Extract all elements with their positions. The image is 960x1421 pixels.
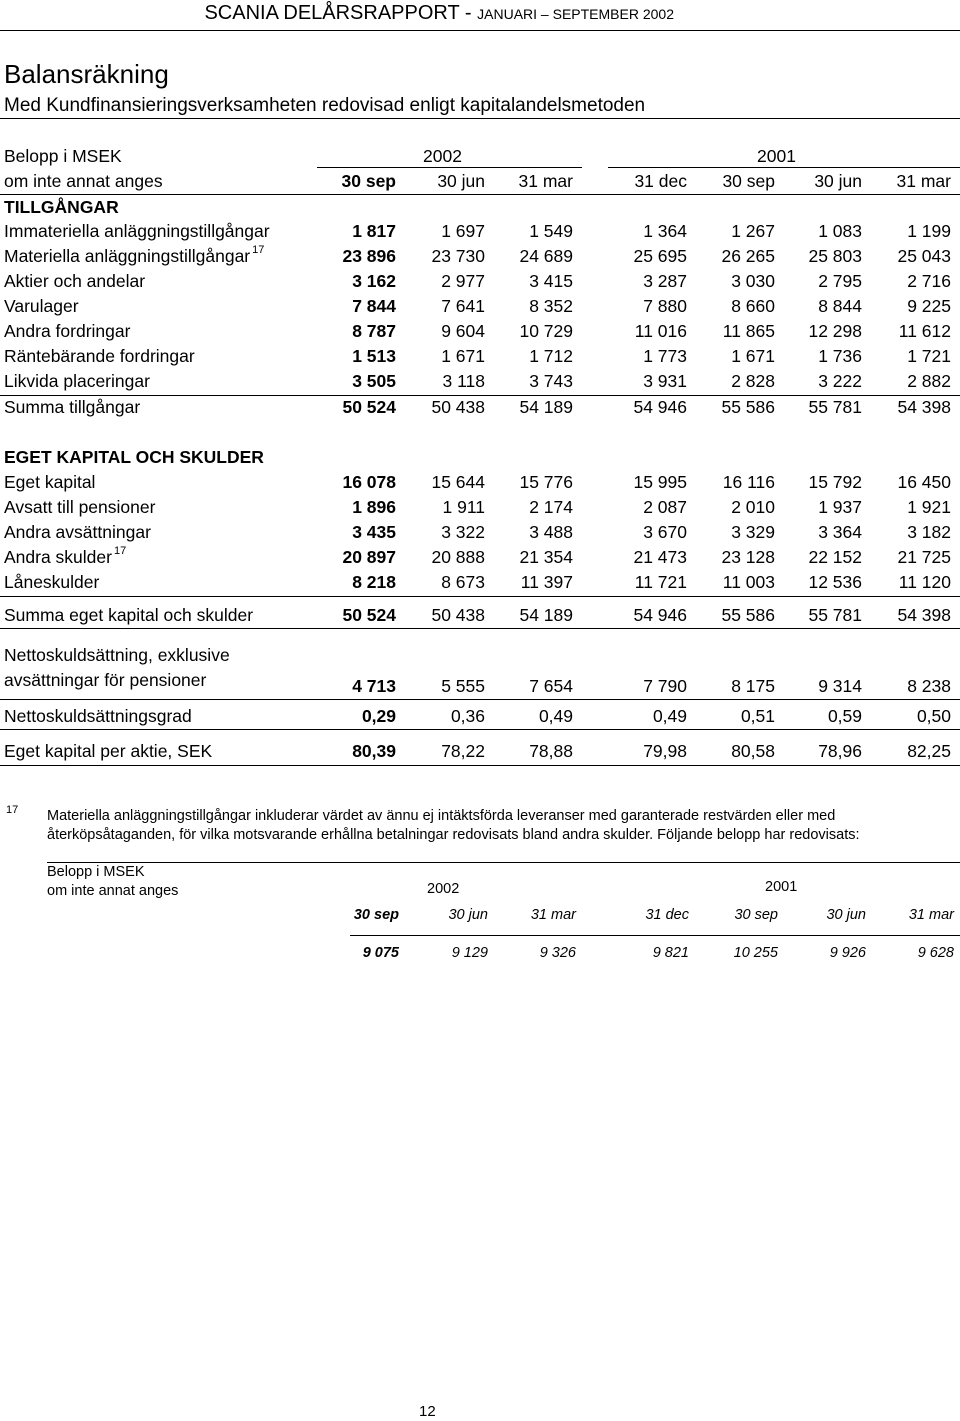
asset-row-value: 1 671 bbox=[731, 346, 775, 366]
footnote-line-2: återköpsåtaganden, för vilka motsvarande erhållna betalningar redovisats bland andra skulder. Följande belopp har redovisats: bbox=[47, 827, 860, 843]
equity-per-share-value: 78,96 bbox=[818, 741, 862, 761]
asset-row-value: 3 743 bbox=[529, 371, 573, 391]
liability-row-value: 21 725 bbox=[897, 547, 951, 567]
asset-row-value: 2 882 bbox=[907, 371, 951, 391]
liability-row-value: 8 218 bbox=[352, 572, 396, 592]
liability-row-value: 16 450 bbox=[897, 472, 951, 492]
netdebt-ratio-rule bbox=[0, 729, 960, 730]
periods-rule bbox=[0, 194, 960, 195]
asset-row-value: 3 222 bbox=[818, 371, 862, 391]
asset-row-label: Varulager bbox=[4, 296, 79, 316]
asset-row-value: 3 162 bbox=[352, 271, 396, 291]
equity-per-share-rule bbox=[0, 765, 960, 766]
liabilities-total-rule bbox=[0, 596, 960, 597]
page-subtitle: Med Kundfinansieringsverksamheten redovisad enligt kapitalandelsmetoden bbox=[4, 95, 646, 116]
footnote-period-header: 31 dec bbox=[645, 907, 689, 923]
netdebt-ratio-value: 0,49 bbox=[652, 706, 687, 726]
asset-row-value: 1 199 bbox=[907, 221, 951, 241]
page-title: Balansräkning bbox=[4, 59, 169, 89]
asset-row-value: 25 803 bbox=[808, 246, 862, 266]
liabilities-total-label: Summa eget kapital och skulder bbox=[4, 605, 254, 625]
asset-row-value: 12 298 bbox=[808, 321, 862, 341]
liability-row-superscript: 17 bbox=[113, 545, 127, 557]
assets-total-rule bbox=[0, 395, 960, 396]
asset-row-value: 9 604 bbox=[441, 321, 485, 341]
footnote-value: 9 075 bbox=[362, 945, 399, 961]
year-2001-heading: 2001 bbox=[757, 146, 796, 166]
asset-row-value: 11 016 bbox=[634, 321, 687, 341]
subtitle-rule bbox=[0, 118, 960, 119]
liability-row-value: 1 911 bbox=[442, 497, 485, 517]
netdebt-ratio-value: 0,36 bbox=[450, 706, 485, 726]
liability-row-value: 20 888 bbox=[431, 547, 485, 567]
asset-row-value: 1 721 bbox=[907, 346, 951, 366]
liability-row-value: 16 116 bbox=[722, 472, 775, 492]
netdebt-value: 7 790 bbox=[643, 676, 687, 696]
footnote-value: 9 821 bbox=[652, 945, 689, 961]
asset-row-value: 3 415 bbox=[529, 271, 573, 291]
netdebt-value: 7 654 bbox=[529, 676, 573, 696]
assets-total-value: 50 524 bbox=[342, 397, 396, 417]
netdebt-label-1: Nettoskuldsättning, exklusive bbox=[4, 645, 230, 665]
netdebt-ratio-value: 0,29 bbox=[361, 706, 396, 726]
liability-row-value: 3 329 bbox=[731, 522, 775, 542]
report-header-company: SCANIA DELÅRSRAPPORT - bbox=[204, 2, 478, 24]
assets-total-label: Summa tillgångar bbox=[4, 397, 141, 417]
footnote-rule bbox=[47, 862, 960, 863]
period-header: 31 mar bbox=[518, 171, 573, 191]
assets-total-value: 55 586 bbox=[721, 397, 775, 417]
liability-row-value: 3 364 bbox=[818, 522, 862, 542]
netdebt-value: 8 175 bbox=[731, 676, 775, 696]
asset-row-value: 1 083 bbox=[818, 221, 862, 241]
asset-row-value: 8 787 bbox=[352, 321, 396, 341]
asset-row-value: 1 671 bbox=[441, 346, 485, 366]
liabilities-total-value: 50 524 bbox=[342, 605, 396, 625]
liability-row-value: 15 644 bbox=[431, 472, 485, 492]
liability-row-value: 23 128 bbox=[721, 547, 775, 567]
liability-row-value: 12 536 bbox=[808, 572, 862, 592]
liability-row-label bbox=[4, 547, 126, 568]
asset-row-value: 1 267 bbox=[731, 221, 775, 241]
unit-line-2: om inte annat anges bbox=[4, 171, 163, 191]
asset-row-value: 1 697 bbox=[441, 221, 485, 241]
asset-row-value: 11 865 bbox=[722, 321, 775, 341]
liability-row-label-text: Andra skulder bbox=[4, 547, 112, 567]
liabilities-total-value: 54 946 bbox=[633, 605, 687, 625]
asset-row-value: 1 817 bbox=[352, 221, 396, 241]
report-header bbox=[204, 2, 674, 25]
equity-per-share-value: 79,98 bbox=[643, 741, 687, 761]
asset-row-value: 3 030 bbox=[731, 271, 775, 291]
liability-row-value: 1 921 bbox=[907, 497, 951, 517]
asset-row-value: 7 844 bbox=[352, 296, 396, 316]
asset-row-value: 3 287 bbox=[643, 271, 687, 291]
footnote-year-2001: 2001 bbox=[765, 879, 798, 895]
year-2002-heading: 2002 bbox=[423, 146, 462, 166]
asset-row-value: 7 880 bbox=[643, 296, 687, 316]
liability-row-label: Avsatt till pensioner bbox=[4, 497, 156, 517]
netdebt-ratio-value: 0,51 bbox=[740, 706, 775, 726]
asset-row-label: Andra fordringar bbox=[4, 321, 131, 341]
liability-row-value: 8 673 bbox=[441, 572, 485, 592]
asset-row-value: 2 977 bbox=[441, 271, 485, 291]
asset-row-label: Likvida placeringar bbox=[4, 371, 150, 391]
footnote-period-header: 30 sep bbox=[353, 907, 399, 923]
liabilities-total-value: 54 189 bbox=[519, 605, 573, 625]
period-header: 30 sep bbox=[341, 171, 396, 191]
footnote-marker: 17 bbox=[6, 804, 19, 816]
header-rule bbox=[0, 30, 960, 31]
equity-per-share-label: Eget kapital per aktie, SEK bbox=[4, 741, 213, 761]
footnote-period-header: 31 mar bbox=[530, 907, 576, 923]
footnote-value: 9 628 bbox=[917, 945, 954, 961]
netdebt-ratio-value: 0,49 bbox=[538, 706, 573, 726]
footnote-value: 9 326 bbox=[539, 945, 576, 961]
asset-row-value: 23 896 bbox=[342, 246, 396, 266]
asset-row-value: 2 716 bbox=[907, 271, 951, 291]
unit-line-1: Belopp i MSEK bbox=[4, 146, 122, 166]
liability-row-value: 2 174 bbox=[529, 497, 573, 517]
liability-row-value: 3 488 bbox=[529, 522, 573, 542]
liabilities-total-bottom-rule bbox=[0, 628, 960, 629]
liability-row-value: 1 937 bbox=[818, 497, 862, 517]
liability-row-value: 15 776 bbox=[519, 472, 573, 492]
netdebt-value: 9 314 bbox=[818, 676, 862, 696]
asset-row-value: 1 549 bbox=[529, 221, 573, 241]
equity-per-share-value: 82,25 bbox=[907, 741, 951, 761]
liability-row-label: Eget kapital bbox=[4, 472, 96, 492]
asset-row-value: 9 225 bbox=[907, 296, 951, 316]
footnote-period-header: 30 sep bbox=[734, 907, 778, 923]
page-number: 12 bbox=[419, 1403, 436, 1420]
liability-row-value: 11 120 bbox=[898, 572, 951, 592]
netdebt-ratio-label: Nettoskuldsättningsgrad bbox=[4, 706, 192, 726]
liability-row-label: Andra avsättningar bbox=[4, 522, 151, 542]
asset-row-value: 25 695 bbox=[633, 246, 687, 266]
asset-row-value: 1 364 bbox=[643, 221, 687, 241]
equity-per-share-value: 80,39 bbox=[352, 741, 396, 761]
assets-total-value: 55 781 bbox=[808, 397, 862, 417]
footnote-period-header: 30 jun bbox=[826, 907, 866, 923]
footnote-unit-line-1: Belopp i MSEK bbox=[47, 864, 145, 880]
asset-row-label: Aktier och andelar bbox=[4, 271, 146, 291]
asset-row-value: 23 730 bbox=[431, 246, 485, 266]
liability-row-value: 2 010 bbox=[731, 497, 775, 517]
asset-row-value: 24 689 bbox=[519, 246, 573, 266]
asset-row-label bbox=[4, 246, 264, 267]
assets-total-value: 54 398 bbox=[897, 397, 951, 417]
netdebt-value: 8 238 bbox=[907, 676, 951, 696]
liabilities-total-value: 50 438 bbox=[431, 605, 485, 625]
netdebt-label-2: avsättningar för pensioner bbox=[4, 670, 207, 690]
footnote-value: 9 129 bbox=[451, 945, 488, 961]
asset-row-value: 8 844 bbox=[818, 296, 862, 316]
liability-row-value: 15 792 bbox=[808, 472, 862, 492]
liabilities-total-value: 55 781 bbox=[808, 605, 862, 625]
asset-row-value: 1 773 bbox=[643, 346, 687, 366]
equity-per-share-value: 78,22 bbox=[441, 741, 485, 761]
liability-row-value: 20 897 bbox=[342, 547, 396, 567]
liability-row-value: 3 322 bbox=[441, 522, 485, 542]
footnote-value: 10 255 bbox=[733, 945, 778, 961]
period-header: 30 jun bbox=[814, 171, 862, 191]
assets-total-value: 54 189 bbox=[519, 397, 573, 417]
year-2002-rule bbox=[317, 167, 582, 168]
period-header: 30 jun bbox=[437, 171, 485, 191]
liability-row-value: 11 003 bbox=[722, 572, 775, 592]
liability-row-value: 16 078 bbox=[342, 472, 396, 492]
netdebt-value: 5 555 bbox=[441, 676, 485, 696]
footnote-period-header: 31 mar bbox=[908, 907, 954, 923]
equity-per-share-value: 78,88 bbox=[529, 741, 573, 761]
footnote-unit-line-2: om inte annat anges bbox=[47, 883, 179, 899]
liability-row-value: 15 995 bbox=[633, 472, 687, 492]
liability-row-value: 22 152 bbox=[808, 547, 862, 567]
liabilities-total-value: 55 586 bbox=[721, 605, 775, 625]
asset-row-value: 1 736 bbox=[818, 346, 862, 366]
asset-row-value: 7 641 bbox=[441, 296, 485, 316]
liability-row-value: 11 397 bbox=[520, 572, 573, 592]
asset-row-value: 3 118 bbox=[442, 371, 485, 391]
footnote-year-2002: 2002 bbox=[427, 881, 460, 897]
liability-row-value: 3 435 bbox=[352, 522, 396, 542]
period-header: 31 dec bbox=[634, 171, 687, 191]
assets-heading: TILLGÅNGAR bbox=[4, 197, 119, 217]
asset-row-value: 3 931 bbox=[643, 371, 687, 391]
liability-row-value: 21 473 bbox=[633, 547, 687, 567]
liability-row-label: Låneskulder bbox=[4, 572, 100, 592]
asset-row-value: 25 043 bbox=[897, 246, 951, 266]
asset-row-label: Räntebärande fordringar bbox=[4, 346, 195, 366]
equity-per-share-value: 80,58 bbox=[731, 741, 775, 761]
asset-row-value: 10 729 bbox=[519, 321, 573, 341]
liability-row-value: 21 354 bbox=[519, 547, 573, 567]
footnote-value: 9 926 bbox=[829, 945, 866, 961]
period-header: 31 mar bbox=[896, 171, 951, 191]
netdebt-rule bbox=[0, 699, 960, 700]
asset-row-value: 8 352 bbox=[529, 296, 573, 316]
asset-row-value: 1 513 bbox=[352, 346, 396, 366]
asset-row-value: 26 265 bbox=[721, 246, 775, 266]
period-header: 30 sep bbox=[722, 171, 775, 191]
liability-row-value: 11 721 bbox=[634, 572, 687, 592]
netdebt-value: 4 713 bbox=[352, 676, 396, 696]
assets-total-value: 54 946 bbox=[633, 397, 687, 417]
netdebt-ratio-value: 0,59 bbox=[827, 706, 862, 726]
report-header-period: JANUARI – SEPTEMBER 2002 bbox=[477, 6, 674, 22]
asset-row-value: 1 712 bbox=[529, 346, 573, 366]
asset-row-value: 3 505 bbox=[352, 371, 396, 391]
asset-row-value: 2 795 bbox=[818, 271, 862, 291]
asset-row-label: Immateriella anläggningstillgångar bbox=[4, 221, 270, 241]
asset-row-value: 8 660 bbox=[731, 296, 775, 316]
liabilities-heading: EGET KAPITAL OCH SKULDER bbox=[4, 447, 264, 467]
asset-row-superscript: 17 bbox=[252, 244, 265, 256]
asset-row-value: 11 612 bbox=[898, 321, 951, 341]
year-2001-rule bbox=[608, 167, 960, 168]
asset-row-value: 2 828 bbox=[731, 371, 775, 391]
asset-row-label-text: Materiella anläggningstillgångar bbox=[4, 246, 251, 266]
liability-row-value: 2 087 bbox=[643, 497, 687, 517]
footnote-line-1: Materiella anläggningstillgångar inkluderar värdet av ännu ej intäktsförda leveranser med garanterade restvärden eller med bbox=[47, 808, 836, 824]
liability-row-value: 1 896 bbox=[352, 497, 396, 517]
footnote-period-header: 30 jun bbox=[448, 907, 488, 923]
netdebt-ratio-value: 0,50 bbox=[916, 706, 951, 726]
assets-total-value: 50 438 bbox=[431, 397, 485, 417]
liability-row-value: 3 670 bbox=[643, 522, 687, 542]
footnote-periods-rule bbox=[350, 935, 960, 936]
liabilities-total-value: 54 398 bbox=[897, 605, 951, 625]
liability-row-value: 3 182 bbox=[907, 522, 951, 542]
